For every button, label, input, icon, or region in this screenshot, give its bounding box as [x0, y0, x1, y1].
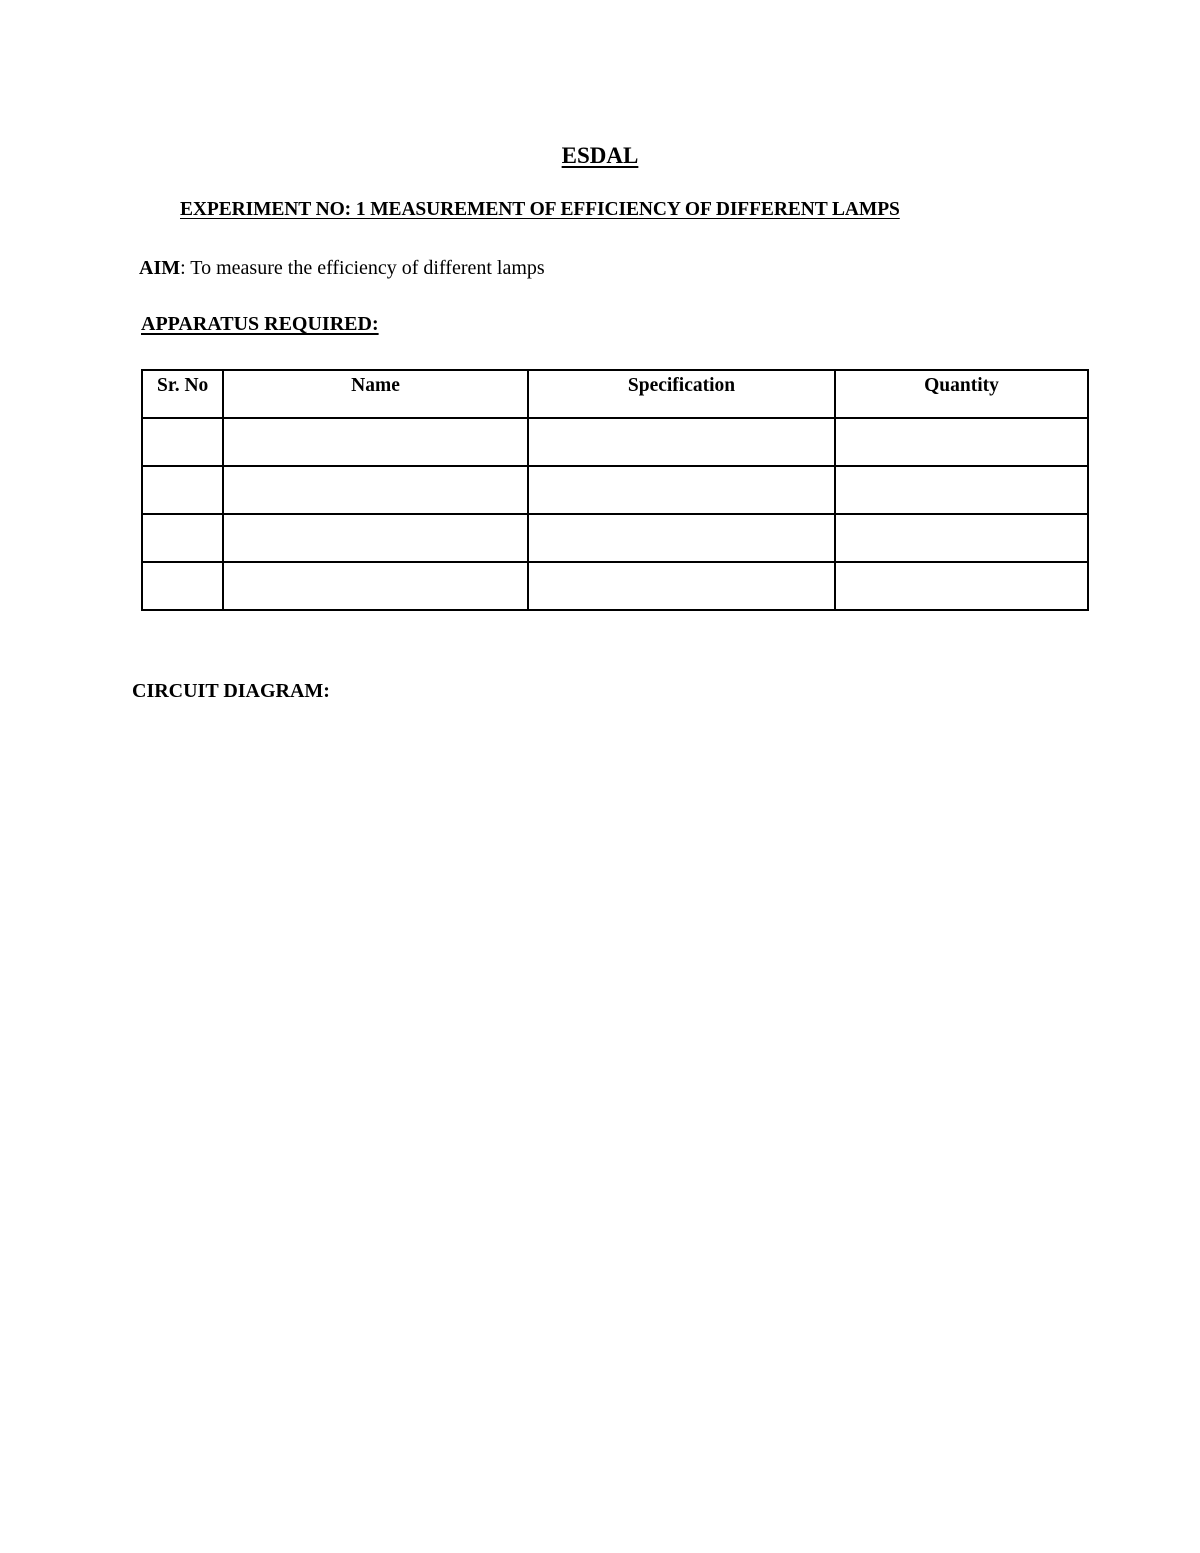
table-cell: [223, 466, 528, 514]
table-cell: [223, 514, 528, 562]
table-cell: [528, 562, 835, 610]
column-header-name: Name: [223, 370, 528, 418]
table-cell: [142, 514, 223, 562]
column-header-specification: Specification: [528, 370, 835, 418]
apparatus-heading: APPARATUS REQUIRED:: [141, 313, 379, 335]
table-cell: [142, 466, 223, 514]
table-cell: [528, 514, 835, 562]
table-cell: [835, 514, 1088, 562]
aim-line: [139, 257, 545, 280]
column-header-quantity: Quantity: [835, 370, 1088, 418]
table-row: [142, 562, 1088, 610]
table-row: [142, 514, 1088, 562]
aim-label: AIM: [139, 257, 181, 279]
apparatus-table: [141, 369, 1089, 611]
table-row: [142, 466, 1088, 514]
column-header-sr-no: Sr. No: [142, 370, 223, 418]
experiment-title: EXPERIMENT NO: 1 MEASUREMENT OF EFFICIENCY OF DIFFERENT LAMPS: [180, 199, 900, 220]
table-row: [142, 418, 1088, 466]
document-title: ESDAL: [561, 143, 639, 168]
table-cell: [835, 466, 1088, 514]
table-cell: [223, 418, 528, 466]
table-cell: [528, 418, 835, 466]
table-cell: [528, 466, 835, 514]
table-cell: [835, 562, 1088, 610]
table-cell: [835, 418, 1088, 466]
table-cell: [142, 418, 223, 466]
circuit-diagram-heading: CIRCUIT DIAGRAM:: [132, 680, 330, 702]
table-cell: [142, 562, 223, 610]
table-cell: [223, 562, 528, 610]
aim-text: : To measure the efficiency of different lamps: [180, 257, 545, 279]
table-header-row: [142, 370, 1088, 418]
